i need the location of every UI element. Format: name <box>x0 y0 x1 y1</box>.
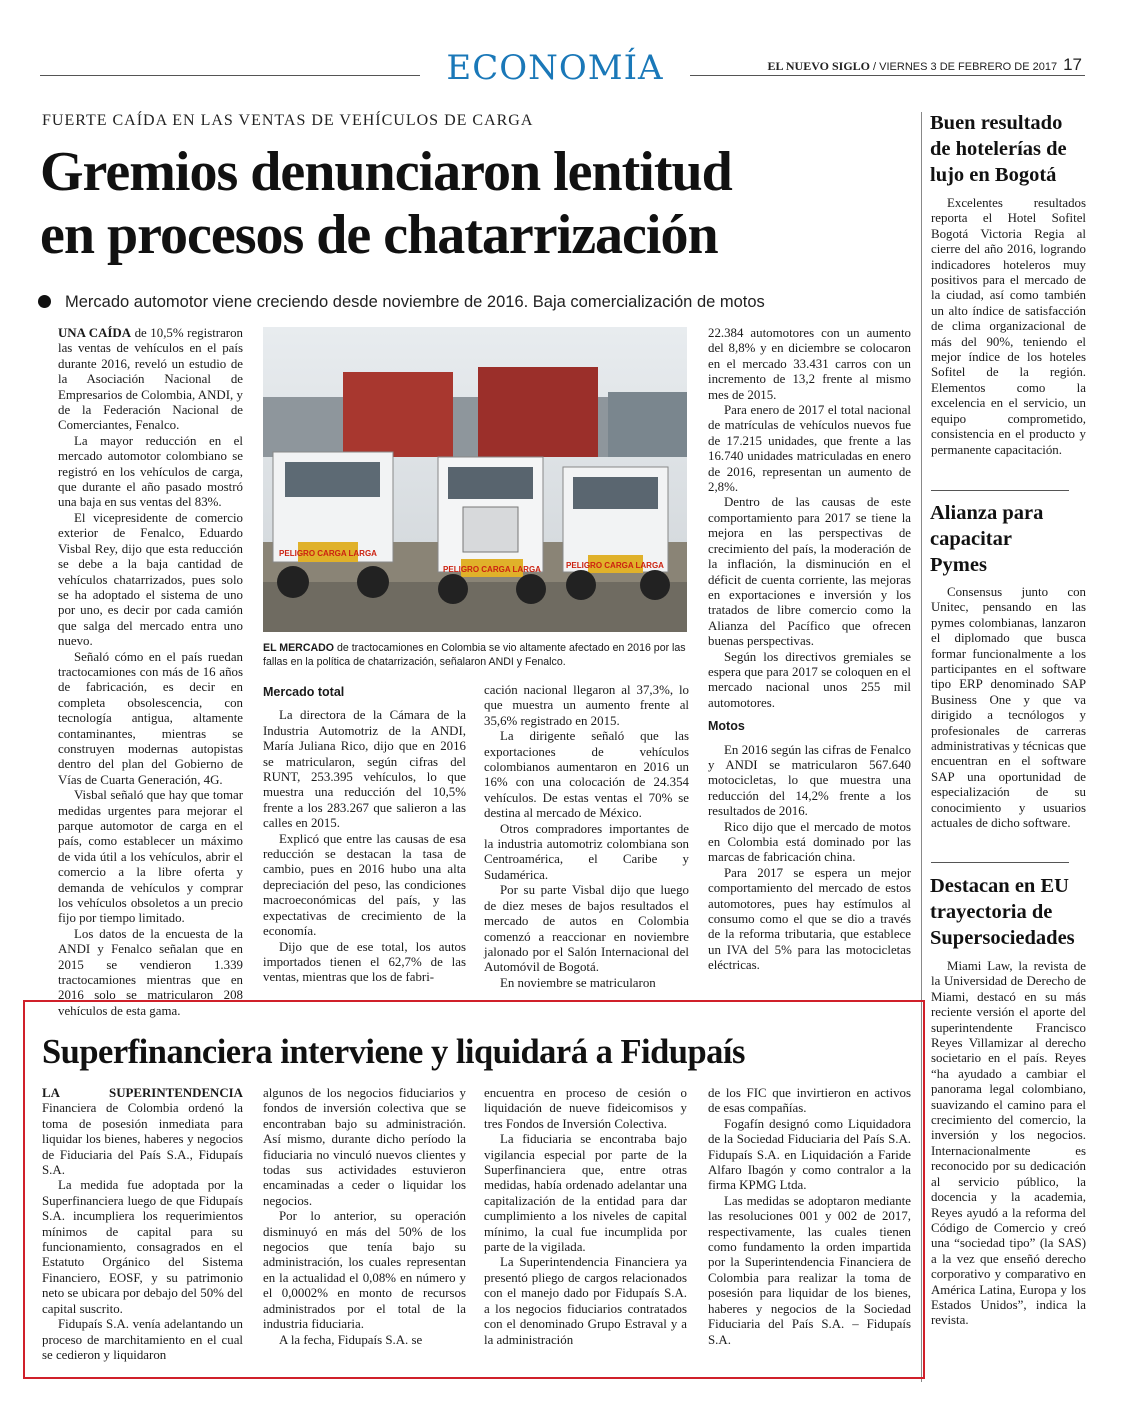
main-column-4 <box>708 326 911 974</box>
paragraph: Otros compradores importantes de la industria automotriz colombiana son Centroamérica, el Caribe y Sudamérica. <box>484 821 689 882</box>
paragraph: Consensus junto con Unitec, pensando en las pymes colombianas, lanzaron el diplomado que busca formar funcionalmente a los participantes en el software tipo ERP denominado SAP Business One y que va dirigido a tecnólogos y profesionales de carreras administrativas y técnicas que encuentran en el software SAP una oportunidad de especialización de su conocimiento y usuarios actuales de dicho software. <box>931 585 1086 831</box>
issue-date: / VIERNES 3 DE FEBRERO DE 2017 <box>870 61 1058 73</box>
paragraph: El vicepresidente de comercio exterior de Fenalco, Eduardo Visbal Rey, dijo que esta reducción se debe a la baja cantidad de vehículos chatarrizados, pues solo se ha adoptado el sistema de uno por uno, es decir por cada camión que salga del mercado entra uno nuevo. <box>58 510 243 649</box>
subhead: Mercado total <box>263 685 345 699</box>
headline-line-2: en procesos de chatarrización <box>40 204 718 266</box>
paragraph: Miami Law, la revista de la Universidad de Derecho de Miami, destacó en su más reciente versión el aporte del superintendente Francisco Reyes Villamizar al derecho societario en el país. Reyes “ha ayudado a cambiar el panorama legal colombiano, suavizando el camino para el crecimiento del comercio, la inversión y los negocios. Internacionalmente es reconocido por su dedicación al servicio público, la docencia y la academia, Reyes ayudó a la reforma del Código de Comercio y creó una “sociedad tipo” (la SAS) a la vez que enseñó derecho corporativo y comparativo en América Latina, Europa y los Estados Unidos”, indica la revista. <box>931 959 1086 1328</box>
paragraph: Según los directivos gremiales se espera que para 2017 se coloquen en el mercado nacional unos 255 mil automotores. <box>708 649 911 710</box>
paragraph: La fiduciaria se encontraba bajo vigilancia especial por parte de la Superfinanciera que, entre otras medidas, había ordenado adelantar una capitalización de la entidad para dar cumplimiento a los niveles de capital mínimo, la cual fue incumplida por parte de la vigilada. <box>484 1132 687 1255</box>
main-column-3 <box>484 683 689 991</box>
headline-line-1: Gremios denunciaron lentitud <box>40 141 732 203</box>
paragraph: En 2016 según las cifras de Fenalco y ANDI se matricularon 567.640 motocicletas, lo que muestra una reducción del 14,2% frente a los resultados de 2016. <box>708 742 911 819</box>
deck <box>38 293 918 312</box>
box-column-1 <box>42 1086 243 1363</box>
truck-sign-2: PELIGRO CARGA LARGA <box>443 565 541 574</box>
paragraph: 22.384 automotores con un aumento del 8,8% y en diciembre se colocaron en el mercado 33.431 carros con un incremento de 13,2 frente al mismo mes de 2015. <box>708 326 911 402</box>
paragraph: Para 2017 se espera un mejor comportamiento del mercado de estos automotores, pues hay estímulos al consumo como el que se dio a través de la reforma tributaria, que establece un IVA del 5% para las motocicletas eléctricas. <box>708 865 911 973</box>
box-column-2 <box>263 1086 466 1348</box>
caption-lead: EL MERCADO <box>263 642 335 654</box>
paragraph: A la fecha, Fidupaís S.A. se <box>279 1332 423 1347</box>
paragraph: Dentro de las causas de este comportamiento para 2017 se tiene la mejora en las perspectivas de crecimiento del país, la moderación de la inflación, la disminución en el déficit de cuenta corriente, las mejoras en exportaciones e inversión y los tratados de libre comercio como la Alianza del Pacífico que ofrecen buenas perspectivas. <box>708 495 911 649</box>
masthead <box>768 55 1082 75</box>
sidebar-text-supersociedades <box>931 959 1086 1329</box>
paragraph: La mayor reducción en el mercado automotor colombiano se registró en los vehículos de carga, que durante el año pasado mostró una baja en sus ventas del 83%. <box>58 433 243 510</box>
paragraph: de los FIC que invirtieron en activos de esas compañías. <box>708 1086 911 1116</box>
paragraph: Dijo que de ese total, los autos importados tienen el 62,7% de las ventas, mientras que los de fabri- <box>263 939 466 985</box>
section-title: ECONOMÍA <box>446 48 664 88</box>
lead-in: UNA CAÍDA <box>58 326 132 340</box>
truck-sign-3: PELIGRO CARGA LARGA <box>566 561 664 570</box>
paragraph: Señaló cómo en el país ruedan tractocamiones con más de 16 años de fabricación, es decir en completa obsolescencia, con tecnología antigua, altamente contaminantes, mientras se construyen modernas autopistas dentro del plan del Gobierno de Vías de Cuarta Generación, 4G. <box>58 649 243 787</box>
paragraph: Fogafín designó como Liquidadora de la Sociedad Fiduciaria del País S.A. Fidupaís S.A. en Liquidación a Faride Alfaro Ibagón y como contralor a la firma KPMG Ltda. <box>708 1116 911 1193</box>
paragraph: encuentra en proceso de cesión o liquidación de nueve fideicomisos y tres Fondos de Inversión Colectiva. <box>484 1086 687 1131</box>
paragraph: La medida fue adoptada por la Superfinanciera luego de que Fidupaís S.A. incumpliera los requerimientos mínimos de capital para su funcionamiento, consagrados en el Estatuto Orgánico del Sistema Financiero, EOSF, y su patrimonio neto se ubicara por debajo del 50% del capital suscrito. <box>42 1178 243 1316</box>
box-column-3 <box>484 1086 687 1348</box>
paragraph: algunos de los negocios fiduciarios y fondos de inversión colectiva que se encontraban bajo su administración. Así mismo, durante dicho período la fiduciaria no vinculó nuevos clientes y todas sus actividades estuvieron encaminadas a ceder o liquidar los negocios. <box>263 1086 466 1208</box>
trucks-photo <box>263 327 687 632</box>
main-column-1 <box>58 326 243 1019</box>
sidebar-title-hotels: Buen resultado de hotelerías de lujo en Bogotá <box>930 112 1067 186</box>
sidebar-rule <box>931 862 1069 863</box>
paragraph: cación nacional llegaron al 37,3%, lo que muestra un aumento frente al 35,6% registrado en 2015. <box>484 683 689 728</box>
paragraph: Para enero de 2017 el total nacional de matrículas de vehículos nuevos fue de 17.215 unidades, que frente a las 16.740 unidades matriculadas en enero de 2016, representan un aumento de 2,8%. <box>708 403 911 495</box>
caption-text: de tractocamiones en Colombia se vio altamente afectado en 2016 por las fallas en la política de chatarrización, señalaron ANDI y Fenalco. <box>263 642 686 668</box>
sidebar-title-supersociedades: Destacan en EU trayectoria de Supersociedades <box>930 875 1075 949</box>
paragraph: Visbal señaló que hay que tomar medidas urgentes para mejorar el parque automotor de carga en el país, como establecer un máximo de vida útil a los vehículos, abrir el comercio a la libre oferta y demanda de vehículos y comprar los vehículos obsoletos a un precio fijo por tiempo limitado. <box>58 788 243 926</box>
paragraph: Los datos de la encuesta de la ANDI y Fenalco señalan que en 2015 se vendieron 1.339 tractocamiones mientras que en 2016 solo se matricularon 208 vehículos de esta gama. <box>58 926 243 1018</box>
subhead: Motos <box>708 719 745 734</box>
paragraph: Por su parte Visbal dijo que luego de diez meses de bajos resultados el mercado de autos en Colombia comenzó a reaccionar en noviembre jalonado por el Salón Internacional del Automóvil de Bogotá. <box>484 883 689 975</box>
sidebar-rule <box>931 490 1069 491</box>
paragraph: Excelentes resultados reporta el Hotel Sofitel Bogotá Victoria Regia al cierre del año 2016, logrando indicadores hoteleros muy positivos para el mercado de la ciudad, así como también un alto índice de satisfacción de clima organizacional de más del 90%, teniendo el mejor índice de los hoteles Sofitel de la región. Elementos como la excelencia en el servicio, un equipo comprometido, consistencia en el producto y permanente capacitación. <box>931 196 1086 457</box>
paragraph: La dirigente señaló que las exportaciones de vehículos colombianos aumentaron en 2016 un 16% con una colocación de 24.354 vehículos. De estas ventas el 70% se destina al mercado de México. <box>484 729 689 821</box>
paragraph: Fidupaís S.A. venía adelantando un proceso de marchitamiento en el cual se cedieron y liquidaron <box>42 1317 243 1362</box>
paragraph: En noviembre se matricularon <box>500 975 656 990</box>
paragraph: Rico dijo que el mercado de motos en Colombia está dominado por las marcas de fabricación china. <box>708 819 911 865</box>
kicker: FUERTE CAÍDA EN LAS VENTAS DE VEHÍCULOS DE CARGA <box>42 112 534 129</box>
main-column-2 <box>263 683 466 986</box>
paragraph: Por lo anterior, su operación disminuyó en más del 50% de los negocios que tenía bajo su administración, los cuales representan en la actualidad el 0,08% en número y el 0,0002% en monto de recursos administrados por el total de la industria fiduciaria. <box>263 1209 466 1332</box>
sidebar-text-pymes <box>931 585 1086 832</box>
header-rule-right <box>690 75 1085 76</box>
photo-caption <box>263 641 691 669</box>
paragraph: Las medidas se adoptaron mediante las resoluciones 001 y 002 de 2017, respectivamente, las cuales tienen como fundamento la orden impartida por la Superintendencia Financiera de Colombia para realizar la toma de posesión para liquidar de los bienes, haberes y negocios de la Sociedad Fiduciaria del País S.A. – Fidupaís S.A. <box>708 1193 911 1347</box>
truck-sign-1: PELIGRO CARGA LARGA <box>279 549 377 558</box>
paragraph: La directora de la Cámara de la Industria Automotriz de la ANDI, María Juliana Rico, dijo que en 2016 se matricularon, según cifras del RUNT, 253.395 vehículos, lo que muestra una reducción del 10,5% frente a los 283.267 que salieron a las calles en 2015. <box>263 708 466 831</box>
paragraph-text: Financiera de Colombia ordenó la toma de posesión inmediata para liquidar los bienes, haberes y negocios de Fiduciaria del País S.A., Fidupaís S.A. <box>42 1101 243 1178</box>
sidebar-text-hotels <box>931 196 1086 458</box>
trucks-illustration <box>263 327 687 632</box>
page-number: 17 <box>1063 55 1082 74</box>
paragraph: La Superintendencia Financiera ya presentó pliego de cargos relacionados con el manejo dado por Fidupaís S.A. a los negocios fiduciarios contratados con el denominado Grupo Estraval y a la administración <box>484 1255 687 1347</box>
paragraph <box>42 1086 243 1178</box>
header-rule-left <box>40 75 420 76</box>
publication-name: EL NUEVO SIGLO <box>767 59 870 73</box>
lead-in: LA SUPERINTENDENCIA <box>42 1086 243 1100</box>
paragraph <box>58 326 243 434</box>
headline <box>40 141 920 267</box>
box-headline: Superfinanciera interviene y liquidará a Fidupaís <box>42 1033 745 1071</box>
deck-text: Mercado automotor viene creciendo desde noviembre de 2016. Baja comercialización de motos <box>65 293 765 311</box>
box-column-4 <box>708 1086 911 1348</box>
sidebar-title-pymes: Alianza para capacitar Pymes <box>930 502 1044 576</box>
paragraph: Explicó que entre las causas de esa reducción se destacan la tasa de cambio, pues en 2016 hubo una alta depreciación del peso, las condiciones macroeconómicas del país, y las expectativas de crecimiento de la economía. <box>263 831 466 939</box>
bullet-icon <box>38 295 51 308</box>
paragraph-text: de 10,5% registraron las ventas de vehículos en el país durante 2016, reveló un estudio de la Asociación Nacional de Empresarios de Colombia, ANDI, y de la Federación Nacional de Comerciantes, Fenalco. <box>58 326 243 433</box>
